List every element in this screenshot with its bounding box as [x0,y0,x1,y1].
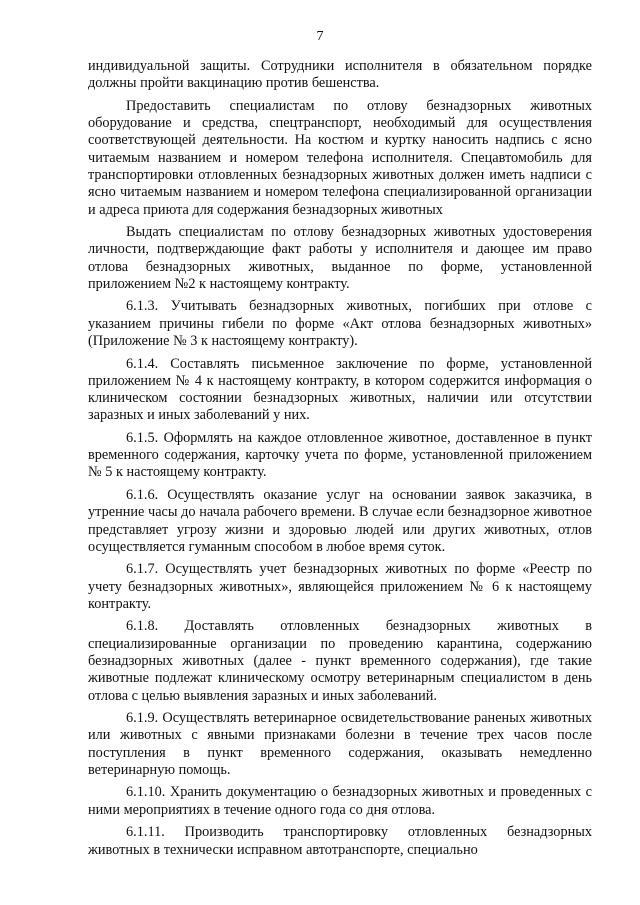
paragraph-equipment: Предоставить специалистам по отлову безнадзорных животных оборудование и средства, спецтранспорт, необходимый для осуществления соответствующей деятельности. На костюм и куртку наносить надпись с ясно читаемым названием и номером телефона исполнителя. Спецавтомобиль для транспортировки отловленных безнадзорных животных должен иметь надписи с ясно читаемым названием и номером телефона специализированной организации и адреса приюта для содержания безнадзорных животных [88,97,592,218]
paragraph-6-1-5: 6.1.5. Оформлять на каждое отловленное животное, доставленное в пункт временного содержания, карточку учета по форме, установленной приложением № 5 к настоящему контракту. [88,429,592,481]
paragraph-6-1-8: 6.1.8. Доставлять отловленных безнадзорных животных в специализированные организации по проведению карантина, содержанию безнадзорных животных (далее - пункт временного содержания), где такие животные подлежат клиническому осмотру ветеринарным специалистом в день отлова с целью выявления заразных и иных заболеваний. [88,618,592,704]
paragraph-6-1-11: 6.1.11. Производить транспортировку отловленных безнадзорных животных в технически исправном автотранспорте, специально [88,824,592,858]
paragraph-6-1-6: 6.1.6. Осуществлять оказание услуг на основании заявок заказчика, в утренние часы до начала рабочего времени. В случае если безнадзорное животное представляет угрозу жизни и здоровью людей или других животных, отлов осуществляется гуманным способом в любое время суток. [88,486,592,555]
paragraph-id-cards: Выдать специалистам по отлову безнадзорных животных удостоверения личности, подтверждающие факт работы у исполнителя и дающее им право отлова безнадзорных животных, выданное по форме, установленной приложением №2 к настоящему контракту. [88,224,592,292]
paragraph-continuation: индивидуальной защиты. Сотрудники исполнителя в обязательном порядке должны пройти вакцинацию против бешенства. [88,58,592,92]
page-number: 7 [316,29,324,44]
paragraph-6-1-4: 6.1.4. Составлять письменное заключение по форме, установленной приложением № 4 к настоящему контракту, в котором содержится информация о клиническом состоянии безнадзорных животных, наличии или отсутствии заразных и иных заболеваний у них. [88,355,592,424]
paragraph-6-1-7: 6.1.7. Осуществлять учет безнадзорных животных по форме «Реестр по учету безнадзорных животных», являющейся приложением № 6 к настоящему контракту. [88,561,592,612]
paragraph-6-1-10: 6.1.10. Хранить документацию о безнадзорных животных и проведенных с ними мероприятиях в течение одного года со дня отлова. [88,784,592,818]
paragraph-6-1-9: 6.1.9. Осуществлять ветеринарное освидетельствование раненых животных или животных с явными признаками болезни в течение трех часов после поступления в пункт временного содержания, оказывать немедленно ветеринарную помощь. [88,710,592,778]
document-body [88,58,592,864]
paragraph-6-1-3: 6.1.3. Учитывать безнадзорных животных, погибших при отлове с указанием причины гибели по форме «Акт отлова безнадзорных животных» (Приложение № 3 к настоящему контракту). [88,298,592,350]
